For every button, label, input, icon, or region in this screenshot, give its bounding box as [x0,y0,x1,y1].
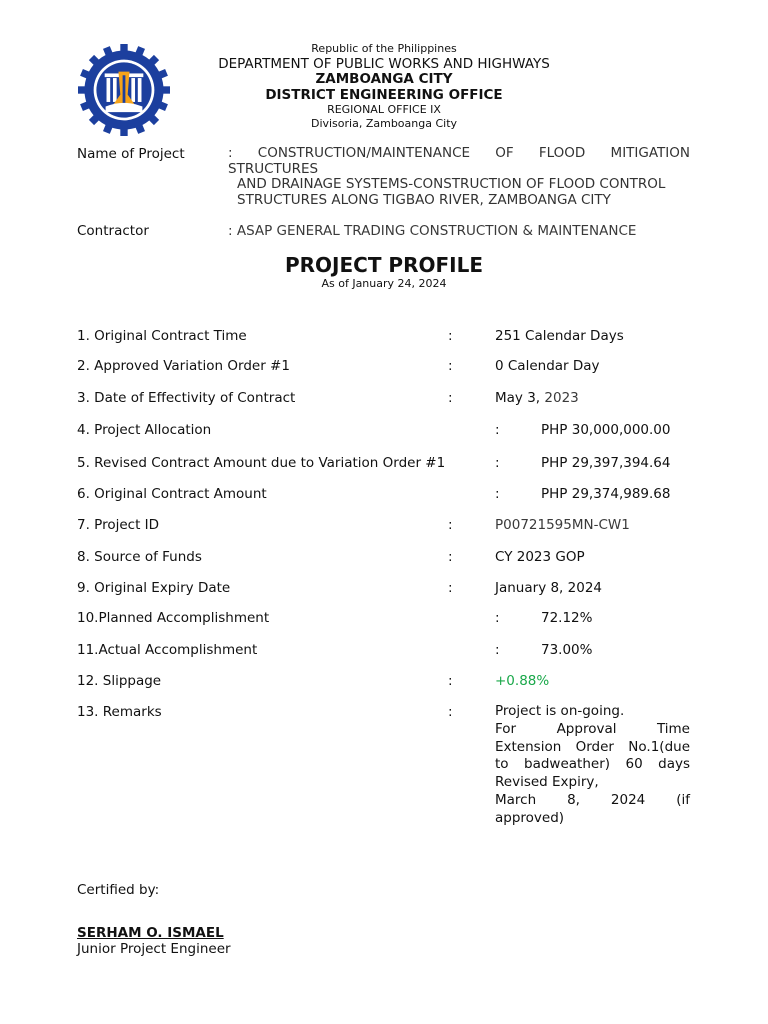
remarks-line1: Project is on-going. [495,703,625,719]
signatory-name: SERHAM O. ISMAEL [77,925,224,941]
row-8-label: 8. Source of Funds [77,549,202,565]
row-5-value: PHP 29,397,394.64 [541,455,671,471]
header-city: ZAMBOANGA CITY [315,71,453,87]
row-2-label: 2. Approved Variation Order #1 [77,358,290,374]
header-address: Divisoria, Zamboanga City [310,117,458,130]
as-of-date: As of January 24, 2024 [321,277,447,290]
row-8-colon: : [448,549,453,565]
row-10-value: 72.12% [541,610,593,626]
row-11-label: 11.Actual Accomplishment [77,642,258,658]
project-name-line1: : CONSTRUCTION/MAINTENANCE OF FLOOD MITIGATION [228,145,690,161]
row-3-colon: : [448,390,453,406]
row-3-label: 3. Date of Effectivity of Contract [77,390,296,406]
row-5-label: 5. Revised Contract Amount due to Variation Order #1 [77,455,446,471]
header-regional: REGIONAL OFFICE IX [327,103,441,116]
project-name-line3: AND DRAINAGE SYSTEMS-CONSTRUCTION OF FLOOD CONTROL [237,176,666,192]
row-1-value: 251 Calendar Days [495,328,624,344]
row-12-colon: : [448,673,453,689]
row-1-colon: : [448,328,453,344]
row-9-value: January 8, 2024 [495,580,602,596]
header-department: DEPARTMENT OF PUBLIC WORKS AND HIGHWAYS [218,56,550,72]
remarks-line2: For Approval Time [495,720,690,737]
row-9-colon: : [448,580,453,596]
remarks-line7: approved) [495,809,565,826]
project-name-line2: STRUCTURES [228,160,319,177]
row-8-value: CY 2023 GOP [495,549,585,565]
signatory-title: Junior Project Engineer [77,941,231,957]
row-12-value: +0.88% [495,673,550,689]
project-name-value [228,146,690,208]
project-name-label: Name of Project [77,146,185,162]
row-10-label: 10.Planned Accomplishment [77,610,270,626]
row-4-value: PHP 30,000,000.00 [541,422,671,438]
remarks-line5: Revised Expiry, [495,774,599,791]
remarks-line4: to badweather) 60 days [495,756,690,773]
row-7-colon: : [448,517,453,533]
row-11-value: 73.00% [541,642,593,658]
header-republic: Republic of the Philippines [311,42,457,55]
row-13-label: 13. Remarks [77,704,162,720]
row-10-colon: : [495,610,500,626]
project-name-line4: STRUCTURES ALONG TIGBAO RIVER, ZAMBOANGA CITY [237,191,611,208]
row-7-label: 7. Project ID [77,517,160,533]
contractor-value: : ASAP GENERAL TRADING CONSTRUCTION & MAINTENANCE [228,223,637,239]
contractor-label: Contractor [77,223,149,239]
row-2-value: 0 Calendar Day [495,358,600,374]
row-13-colon: : [448,704,453,720]
row-11-colon: : [495,642,500,658]
row-6-colon: : [495,486,500,502]
row-2-colon: : [448,358,453,374]
page-title: PROJECT PROFILE [284,253,484,277]
row-6-value: PHP 29,374,989.68 [541,486,671,502]
header-office: DISTRICT ENGINEERING OFFICE [265,87,503,103]
dpwh-gear-seal-icon [78,44,170,136]
row-9-label: 9. Original Expiry Date [77,580,231,596]
row-6-label: 6. Original Contract Amount [77,486,267,502]
remarks-line3: Extension Order No.1(due [495,738,690,755]
row-3-value [495,390,579,406]
row-5-colon: : [495,455,500,471]
row-7-value: P00721595MN-CW1 [495,517,630,533]
row-1-label: 1. Original Contract Time [77,328,247,344]
row-3-value-b: 2023 [540,390,579,406]
row-3-value-a: May 3, [495,390,541,406]
row-12-label: 12. Slippage [77,673,162,689]
certified-by-label: Certified by: [77,882,160,898]
row-4-colon: : [495,422,500,438]
remarks-line6: March 8, 2024 (if [495,791,690,808]
remarks-text [495,703,690,828]
row-4-label: 4. Project Allocation [77,422,212,438]
